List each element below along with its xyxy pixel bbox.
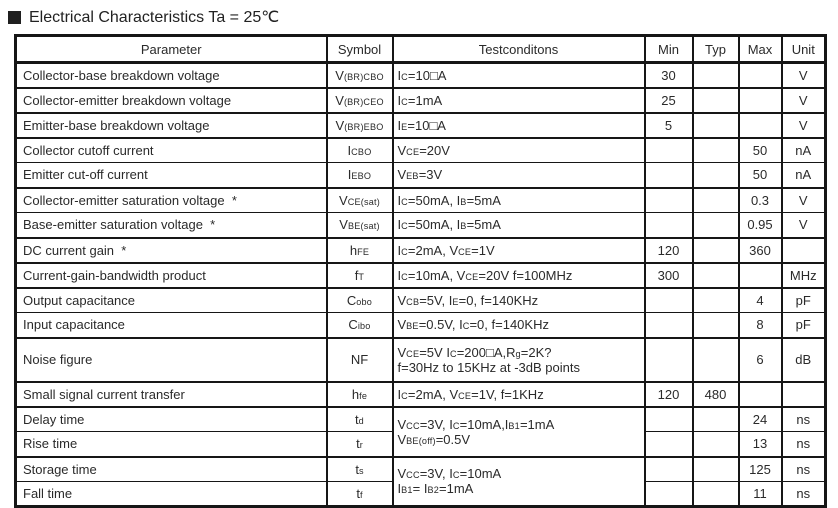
min-cell (645, 313, 693, 338)
table-row (16, 163, 826, 188)
min-cell: 30 (645, 63, 693, 88)
symbol-cell: VBE(sat) (327, 213, 393, 238)
typ-cell (693, 63, 739, 88)
typ-cell (693, 288, 739, 313)
header-max: Max (739, 36, 782, 63)
unit-cell: ns (782, 457, 826, 482)
max-cell (739, 88, 782, 113)
table-row (16, 238, 826, 263)
typ-cell (693, 482, 739, 507)
typ-cell (693, 313, 739, 338)
testcondition-cell: IC=10mA, VCE=20V f=100MHz (393, 263, 645, 288)
typ-cell (693, 457, 739, 482)
min-cell (645, 163, 693, 188)
min-cell: 25 (645, 88, 693, 113)
min-cell (645, 407, 693, 432)
max-cell: 8 (739, 313, 782, 338)
min-cell: 300 (645, 263, 693, 288)
typ-cell (693, 188, 739, 213)
table-row (16, 407, 826, 432)
testcondition-cell: VCC=3V, IC=10mA IB1= IB2=1mA (393, 457, 645, 507)
max-cell: 0.3 (739, 188, 782, 213)
max-cell: 0.95 (739, 213, 782, 238)
typ-cell (693, 163, 739, 188)
symbol-cell: V(BR)EBO (327, 113, 393, 138)
testcondition-cell: VCE=20V (393, 138, 645, 163)
testcondition-cell: IC=2mA, VCE=1V (393, 238, 645, 263)
parameter-cell: Storage time (16, 457, 327, 482)
testcondition-cell: IE=10□A (393, 113, 645, 138)
header-unit: Unit (782, 36, 826, 63)
testcondition-cell: VCB=5V, IE=0, f=140KHz (393, 288, 645, 313)
table-row (16, 88, 826, 113)
testcondition-cell: VCC=3V, IC=10mA,IB1=1mA VBE(off)=0.5V (393, 407, 645, 457)
section-title-text: Electrical Characteristics Ta = 25℃ (29, 9, 280, 26)
parameter-cell: Current-gain-bandwidth product (16, 263, 327, 288)
max-cell: 50 (739, 138, 782, 163)
max-cell (739, 382, 782, 407)
symbol-cell: tr (327, 432, 393, 457)
typ-cell (693, 238, 739, 263)
unit-cell: V (782, 188, 826, 213)
section-marker-icon (8, 11, 21, 24)
unit-cell: V (782, 213, 826, 238)
symbol-cell: Cibo (327, 313, 393, 338)
testcondition-cell: IC=50mA, IB=5mA (393, 188, 645, 213)
section-title (8, 7, 830, 27)
table-row (16, 288, 826, 313)
max-cell: 50 (739, 163, 782, 188)
unit-cell: V (782, 88, 826, 113)
max-cell: 13 (739, 432, 782, 457)
header-parameter: Parameter (16, 36, 327, 63)
symbol-cell: fT (327, 263, 393, 288)
unit-cell: pF (782, 313, 826, 338)
parameter-cell: Collector-base breakdown voltage (16, 63, 327, 88)
min-cell (645, 432, 693, 457)
typ-cell (693, 407, 739, 432)
symbol-cell: NF (327, 338, 393, 382)
unit-cell: ns (782, 407, 826, 432)
min-cell: 5 (645, 113, 693, 138)
testcondition-cell: IC=10□A (393, 63, 645, 88)
max-cell: 11 (739, 482, 782, 507)
max-cell: 125 (739, 457, 782, 482)
parameter-cell: Noise figure (16, 338, 327, 382)
typ-cell (693, 263, 739, 288)
unit-cell: MHz (782, 263, 826, 288)
table-row (16, 457, 826, 482)
parameter-cell: Collector-emitter saturation voltage * (16, 188, 327, 213)
max-cell: 360 (739, 238, 782, 263)
min-cell: 120 (645, 382, 693, 407)
parameter-cell: Collector cutoff current (16, 138, 327, 163)
max-cell (739, 113, 782, 138)
min-cell: 120 (645, 238, 693, 263)
min-cell (645, 338, 693, 382)
max-cell (739, 263, 782, 288)
table-row (16, 113, 826, 138)
table-row (16, 263, 826, 288)
header-typ: Typ (693, 36, 739, 63)
parameter-cell: Emitter-base breakdown voltage (16, 113, 327, 138)
symbol-cell: tf (327, 482, 393, 507)
max-cell (739, 63, 782, 88)
table-row (16, 138, 826, 163)
unit-cell: V (782, 63, 826, 88)
typ-cell (693, 338, 739, 382)
max-cell: 6 (739, 338, 782, 382)
header-symbol: Symbol (327, 36, 393, 63)
symbol-cell: Cobo (327, 288, 393, 313)
unit-cell: nA (782, 163, 826, 188)
max-cell: 24 (739, 407, 782, 432)
testcondition-cell: IC=1mA (393, 88, 645, 113)
symbol-cell: ICBO (327, 138, 393, 163)
max-cell: 4 (739, 288, 782, 313)
table-row (16, 338, 826, 382)
testcondition-cell: VBE=0.5V, IC=0, f=140KHz (393, 313, 645, 338)
parameter-cell: Delay time (16, 407, 327, 432)
table-row (16, 382, 826, 407)
typ-cell (693, 113, 739, 138)
unit-cell: nA (782, 138, 826, 163)
table-body (16, 63, 826, 507)
symbol-cell: IEBO (327, 163, 393, 188)
unit-cell: pF (782, 288, 826, 313)
table-row (16, 313, 826, 338)
parameter-cell: Emitter cut-off current (16, 163, 327, 188)
typ-cell (693, 213, 739, 238)
electrical-characteristics-table (14, 34, 827, 508)
unit-cell (782, 238, 826, 263)
min-cell (645, 457, 693, 482)
header-testconditions: Testconditons (393, 36, 645, 63)
symbol-cell: hFE (327, 238, 393, 263)
parameter-cell: Collector-emitter breakdown voltage (16, 88, 327, 113)
header-min: Min (645, 36, 693, 63)
testcondition-cell: VEB=3V (393, 163, 645, 188)
testcondition-cell: IC=50mA, IB=5mA (393, 213, 645, 238)
symbol-cell: hfe (327, 382, 393, 407)
min-cell (645, 213, 693, 238)
min-cell (645, 288, 693, 313)
unit-cell: dB (782, 338, 826, 382)
parameter-cell: Small signal current transfer (16, 382, 327, 407)
header-row (16, 36, 826, 63)
parameter-cell: Fall time (16, 482, 327, 507)
table-row (16, 213, 826, 238)
min-cell (645, 138, 693, 163)
symbol-cell: V(BR)CEO (327, 88, 393, 113)
testcondition-cell: IC=2mA, VCE=1V, f=1KHz (393, 382, 645, 407)
unit-cell: V (782, 113, 826, 138)
parameter-cell: Rise time (16, 432, 327, 457)
unit-cell: ns (782, 482, 826, 507)
parameter-cell: Output capacitance (16, 288, 327, 313)
symbol-cell: V(BR)CBO (327, 63, 393, 88)
min-cell (645, 188, 693, 213)
min-cell (645, 482, 693, 507)
unit-cell: ns (782, 432, 826, 457)
unit-cell (782, 382, 826, 407)
typ-cell (693, 432, 739, 457)
symbol-cell: VCE(sat) (327, 188, 393, 213)
typ-cell (693, 88, 739, 113)
parameter-cell: Base-emitter saturation voltage * (16, 213, 327, 238)
symbol-cell: td (327, 407, 393, 432)
testcondition-cell: VCE=5V IC=200□A,Rg=2K? f=30Hz to 15KHz at -3dB points (393, 338, 645, 382)
parameter-cell: DC current gain * (16, 238, 327, 263)
symbol-cell: ts (327, 457, 393, 482)
parameter-cell: Input capacitance (16, 313, 327, 338)
table-row (16, 188, 826, 213)
typ-cell: 480 (693, 382, 739, 407)
table-row (16, 63, 826, 88)
typ-cell (693, 138, 739, 163)
